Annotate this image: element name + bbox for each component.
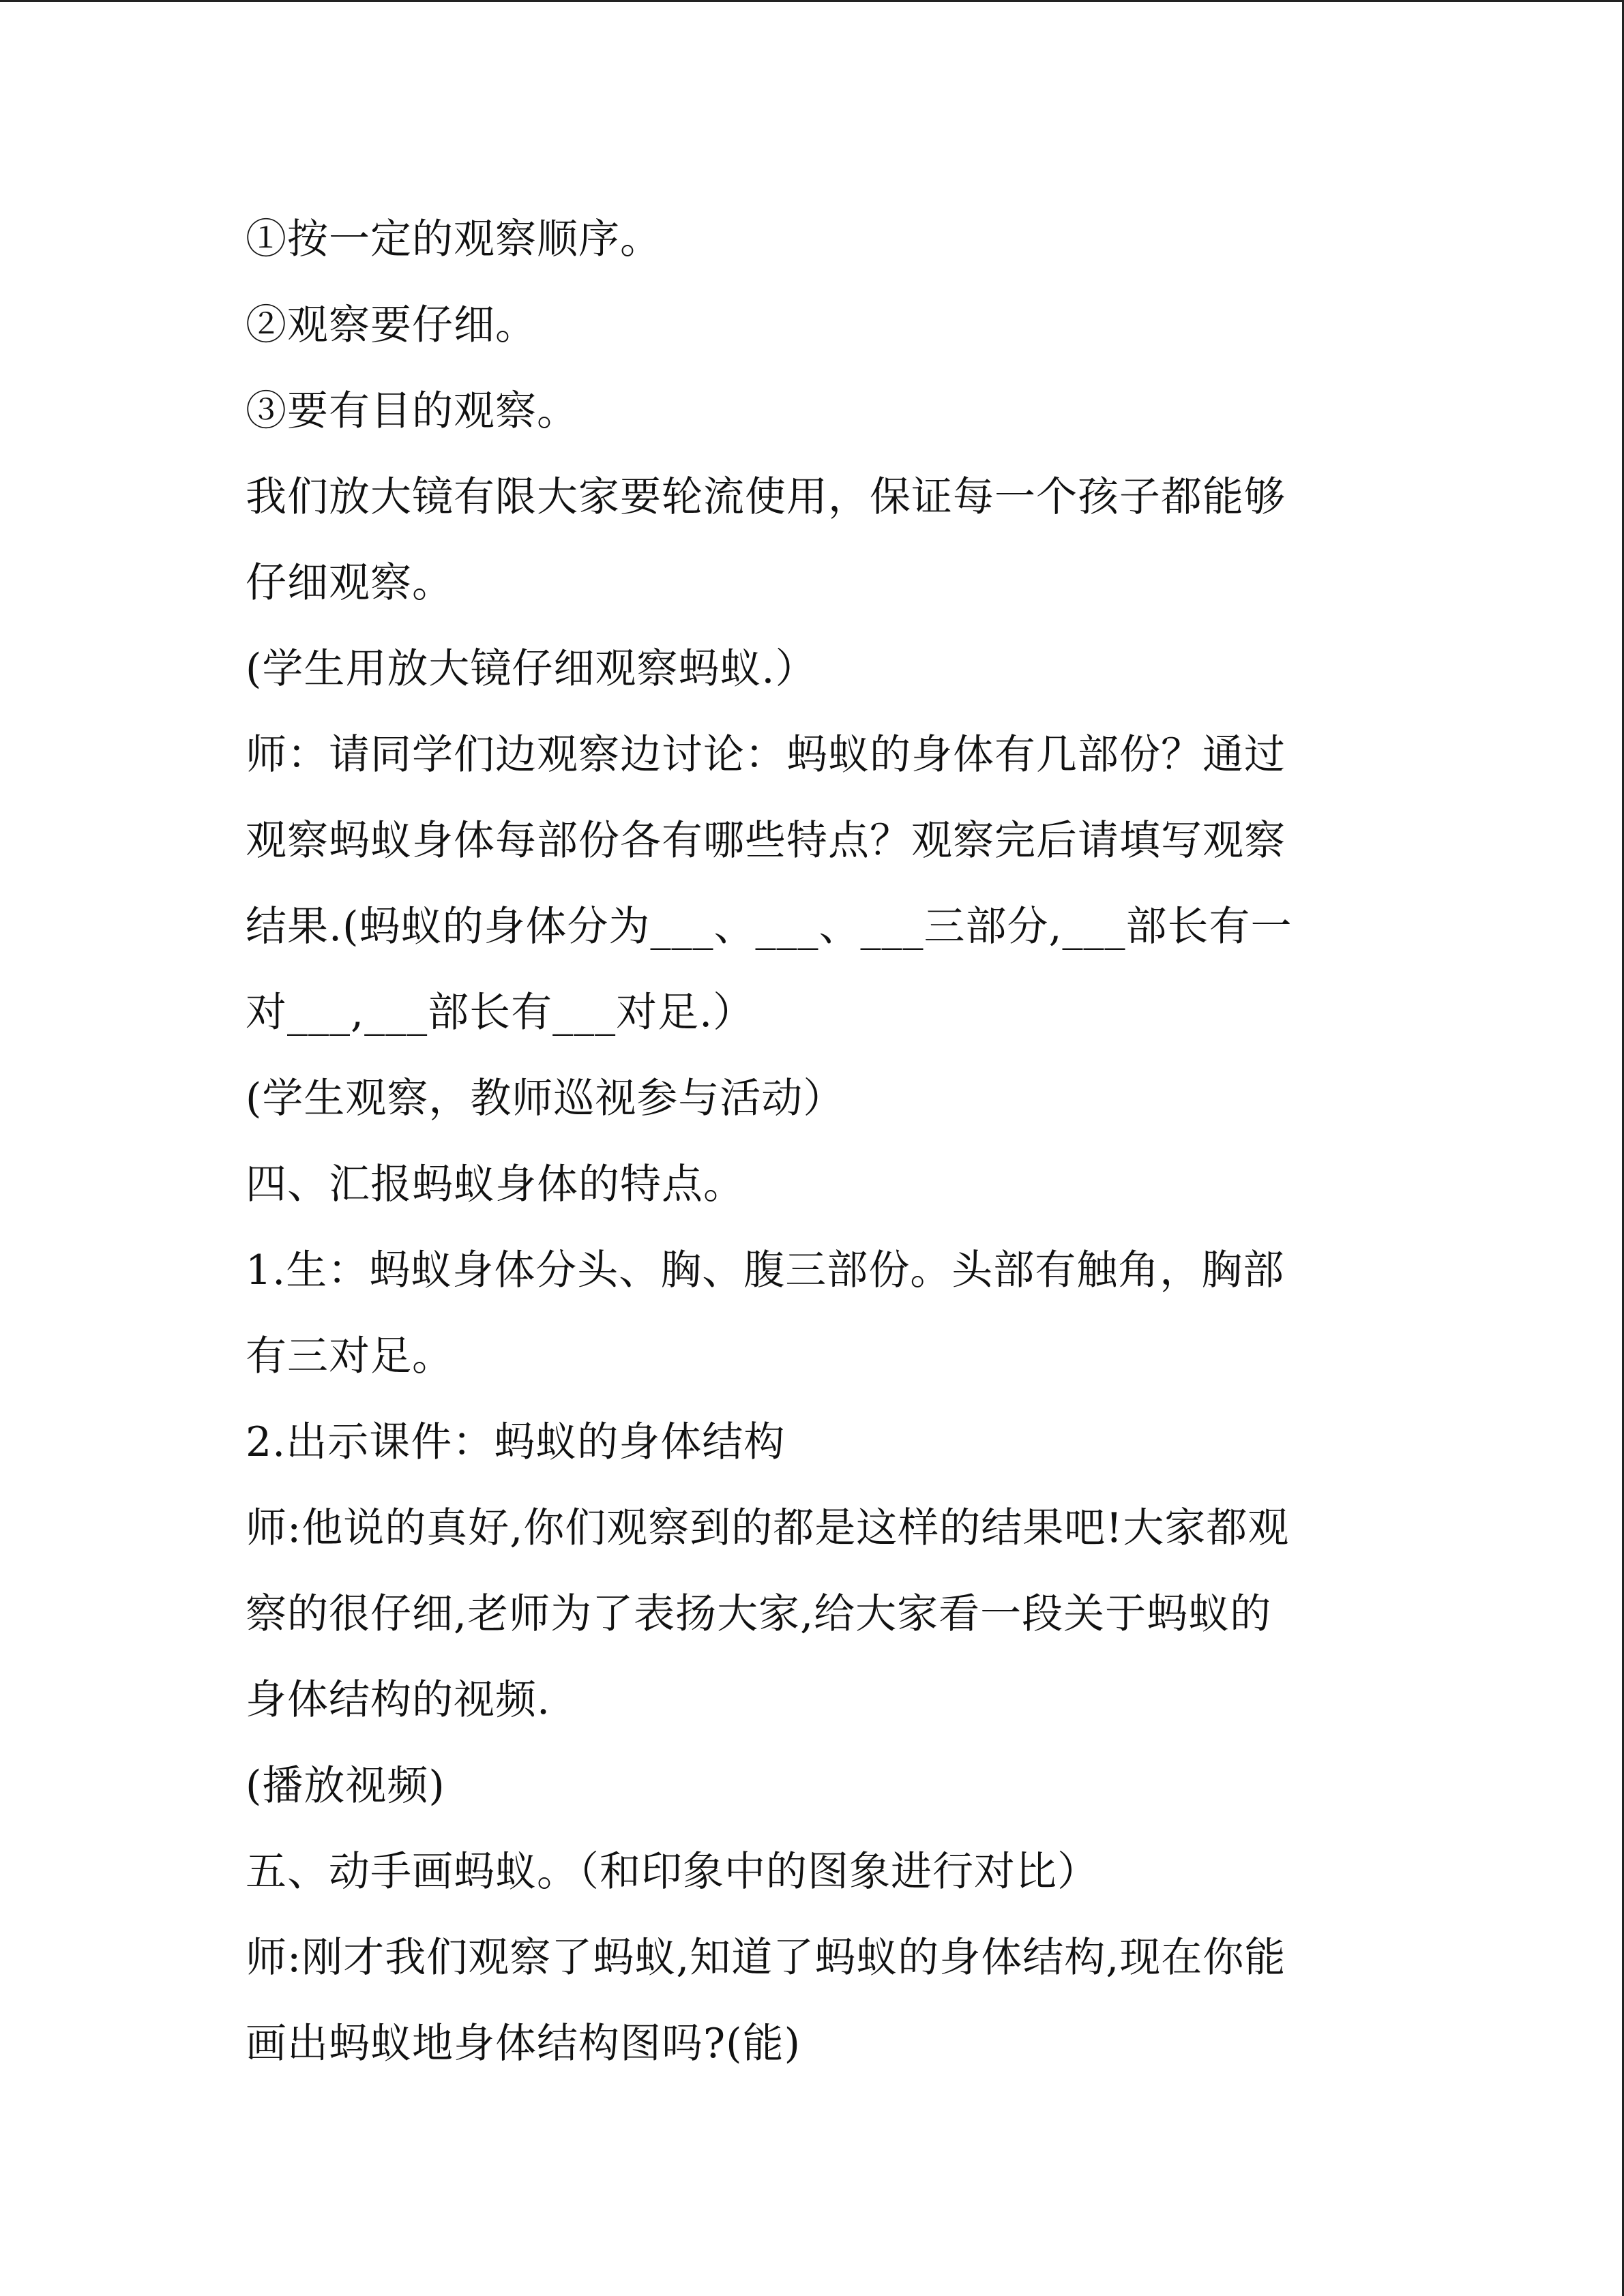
- text-line: ①按一定的观察顺序。: [246, 215, 662, 263]
- text-line: (学生用放大镜仔细观察蚂蚁.）: [246, 645, 817, 693]
- text-line: 师:他说的真好,你们观察到的都是这样的结果吧!大家都观: [246, 1504, 1290, 1552]
- text-line: 1.生：蚂蚁身体分头、胸、腹三部份。头部有触角，胸部: [246, 1247, 1285, 1294]
- text-line: (播放视频): [246, 1762, 445, 1810]
- text-line: 仔细观察。: [246, 559, 454, 607]
- text-line: 察的很仔细,老师为了表扬大家,给大家看一段关于蚂蚁的: [246, 1590, 1272, 1638]
- text-line: 身体结构的视频.: [246, 1676, 551, 1724]
- text-line: 师:刚才我们观察了蚂蚁,知道了蚂蚁的身体结构,现在你能: [246, 1934, 1286, 1982]
- section-heading: 四、汇报蚂蚁身体的特点。: [246, 1161, 745, 1208]
- section-heading: 五、动手画蚂蚁。（和印象中的图象进行对比）: [246, 1848, 1099, 1896]
- text-line: 师：请同学们边观察边讨论：蚂蚁的身体有几部份？通过: [246, 731, 1286, 779]
- text-line: 观察蚂蚁身体每部份各有哪些特点？观察完后请填写观察: [246, 817, 1286, 865]
- text-line: 对___,___部长有___对足.）: [246, 989, 755, 1037]
- text-line: 有三对足。: [246, 1332, 454, 1380]
- text-line: 结果.(蚂蚁的身体分为___、___、___三部分,___部长有一: [246, 903, 1293, 951]
- text-line: 画出蚂蚁地身体结构图吗?(能): [246, 2020, 801, 2068]
- text-line: (学生观察，教师巡视参与活动）: [246, 1075, 845, 1122]
- text-line: ②观察要仔细。: [246, 301, 537, 349]
- text-line: 2.出示课件：蚂蚁的身体结构: [246, 1418, 786, 1466]
- text-line: 我们放大镜有限大家要轮流使用，保证每一个孩子都能够: [246, 473, 1286, 521]
- page-border-top: [0, 0, 1624, 2]
- document-body: [246, 196, 1378, 2087]
- text-line: ③要有目的观察。: [246, 387, 578, 435]
